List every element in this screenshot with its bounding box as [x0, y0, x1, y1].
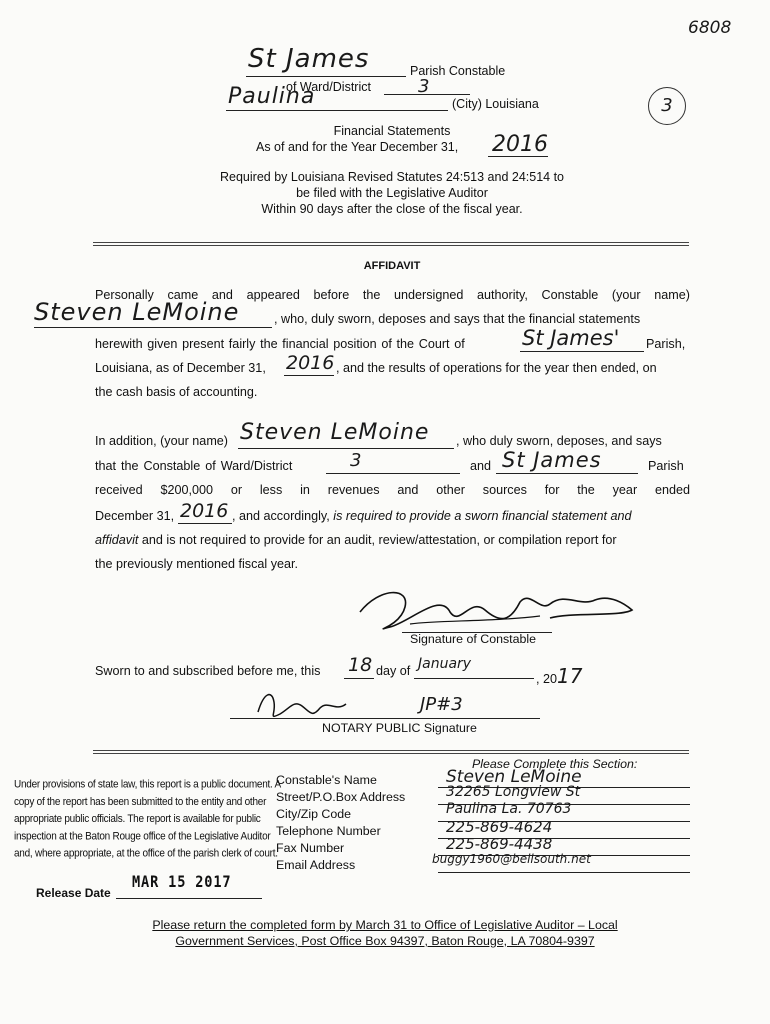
contact-field-label: Fax Number [276, 841, 345, 855]
release-label: Release Date [36, 886, 111, 900]
contact-field-value: buggy1960@bellsouth.net [432, 852, 591, 866]
p1-line3-tail: Parish, [646, 337, 686, 351]
circled-number: 3 [648, 87, 686, 125]
p2-line1-tail: , who duly sworn, deposes, and says [456, 434, 662, 448]
p1-year: 2016 [286, 352, 335, 374]
p2-line4-head: December 31, [95, 509, 175, 523]
p2-line5: affidavit and is not required to provide for an audit, review/attestation, or compilation report for [95, 533, 617, 547]
notary-label: NOTARY PUBLIC Signature [322, 721, 477, 735]
public-record-note: Under provisions of state law, this report is a public document. A copy of the report has been submitted to the entity and other appropriate public officials. The report is available for public inspection at the Baton Rouge office of the Legislative Auditor and, where appropriate, at the office of the parish clerk of court. [14, 778, 281, 860]
ward-label: of Ward/District [286, 80, 371, 94]
p2-year: 2016 [180, 500, 229, 522]
complete-note: Please Complete this Section: [472, 757, 638, 771]
p2-and: and [470, 459, 492, 473]
requirement-line-3: Within 90 days after the close of the fiscal year. [261, 202, 523, 216]
p2-ward: 3 [350, 450, 362, 471]
p2-parish-word: Parish [648, 459, 684, 473]
release-stamp: MAR 15 2017 [132, 872, 232, 891]
sworn-day-of: day of [376, 664, 411, 678]
notary-mark: JP#3 [420, 694, 463, 715]
p2-line3: received $200,000 or less in revenues and other sources for the year ended [95, 483, 690, 497]
p1-line2-tail: , who, duly sworn, deposes and says that the financial statements [274, 312, 641, 326]
constable-signature [350, 582, 640, 636]
affidavit-title: AFFIDAVIT [363, 260, 421, 272]
fs-title: Financial Statements [333, 124, 451, 138]
footer-line-2: Government Services, Post Office Box 94397, Baton Rouge, LA 70804-9397 [175, 934, 595, 948]
sworn-month: January [418, 656, 472, 672]
p1-line3-head: herewith given present fairly the financial position of the Court of [95, 337, 465, 351]
sworn-head: Sworn to and subscribed before me, this [95, 664, 321, 678]
p1-court: St James' [522, 326, 620, 350]
footer-line-1: Please return the completed form by March 31 to Office of Legislative Auditor – Local [152, 918, 618, 932]
affidavit-paragraph-1: Personally came and appeared before the undersigned authority, Constable (your name) [95, 288, 690, 302]
p2-name: Steven LeMoine [240, 420, 430, 445]
constable-signature-label: Signature of Constable [410, 632, 537, 646]
city-value: Paulina [228, 84, 316, 109]
contact-field-label: City/Zip Code [276, 807, 352, 821]
parish-value: St James [248, 44, 370, 74]
requirement-line-1: Required by Louisiana Revised Statutes 24:513 and 24:514 to [220, 170, 564, 184]
p1-name: Steven LeMoine [34, 298, 240, 326]
p1-line4-head: Louisiana, as of December 31, [95, 361, 266, 375]
contact-field-label: Email Address [276, 858, 356, 872]
city-label: (City) Louisiana [452, 97, 539, 111]
p2-line6: the previously mentioned fiscal year. [95, 557, 299, 571]
sworn-year: , 2017 [536, 664, 583, 688]
divider-bottom [93, 750, 689, 754]
contact-field-label: Telephone Number [276, 824, 381, 838]
requirement-line-2: be filed with the Legislative Auditor [296, 186, 488, 200]
p2-line2-head: that the Constable of Ward/District [95, 459, 293, 473]
contact-field-value: 225-869-4438 [446, 835, 553, 853]
parish-label: Parish Constable [410, 64, 506, 78]
ward-value: 3 [418, 76, 430, 97]
p1-line4-tail: , and the results of operations for the year then ended, on [336, 361, 657, 375]
sworn-day: 18 [348, 654, 373, 676]
corner-number: 6808 [688, 18, 732, 38]
contact-field-value: 32265 Longview St [446, 784, 581, 800]
fs-year-prefix: As of and for the Year December 31, [256, 140, 459, 154]
contact-field-label: Street/P.O.Box Address [276, 790, 406, 804]
p2-line4-rest: , and accordingly, is required to provide a sworn financial statement and [232, 509, 632, 523]
notary-signature [250, 682, 410, 722]
contact-field-label: Constable's Name [276, 773, 377, 787]
fs-year-value: 2016 [492, 132, 548, 157]
p2-parish: St James [502, 448, 602, 472]
contact-field-value: 225-869-4624 [446, 818, 553, 836]
divider-top [93, 242, 689, 246]
contact-field-value: Paulina La. 70763 [446, 801, 572, 817]
p1-line5: the cash basis of accounting. [95, 385, 258, 399]
p2-head: In addition, (your name) [95, 434, 229, 448]
contact-field-value: Steven LeMoine [446, 767, 582, 787]
